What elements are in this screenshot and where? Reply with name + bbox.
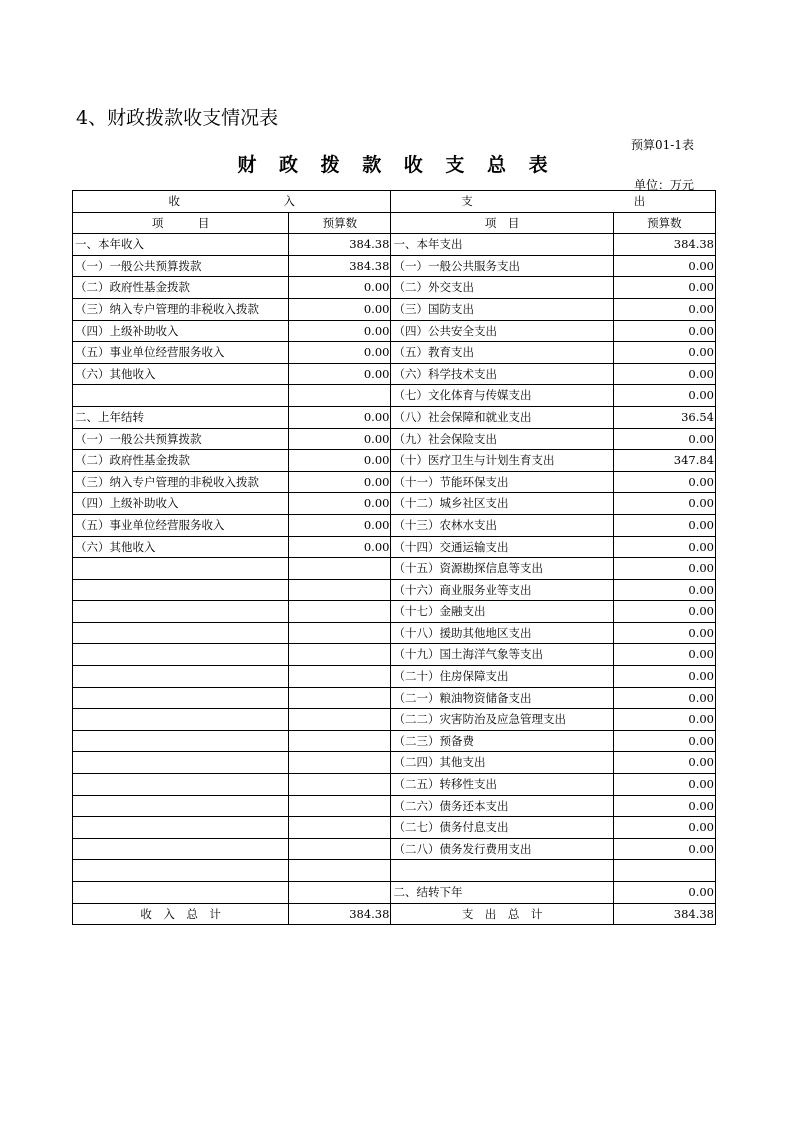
income-value-cell: 0.00 (289, 342, 391, 364)
income-item-cell (73, 622, 289, 644)
totals-row (73, 903, 716, 925)
expense-item-cell: （三）国防支出 (391, 298, 613, 320)
income-value-cell: 0.00 (289, 406, 391, 428)
table-row (73, 687, 716, 709)
table-row (73, 234, 716, 256)
income-value-cell (289, 860, 391, 882)
expense-value-cell: 0.00 (613, 363, 715, 385)
income-item-cell (73, 730, 289, 752)
table-row (73, 882, 716, 904)
income-item-cell (73, 558, 289, 580)
income-value-cell (289, 385, 391, 407)
income-item-cell (73, 601, 289, 623)
expense-value-cell: 0.00 (613, 795, 715, 817)
income-value-cell: 0.00 (289, 514, 391, 536)
table-row (73, 579, 716, 601)
income-item-cell: （一）一般公共预算拨款 (73, 255, 289, 277)
expense-item-cell: （二二）灾害防治及应急管理支出 (391, 709, 613, 731)
expense-value-cell: 0.00 (613, 644, 715, 666)
income-value-cell (289, 795, 391, 817)
expense-value-cell: 384.38 (613, 234, 715, 256)
income-value-cell (289, 579, 391, 601)
income-item-cell: （五）事业单位经营服务收入 (73, 514, 289, 536)
expense-item-cell (391, 860, 613, 882)
column-header-row (73, 212, 716, 234)
income-item-cell (73, 687, 289, 709)
expense-value-cell: 0.00 (613, 622, 715, 644)
expense-item-cell: （二三）预备费 (391, 730, 613, 752)
expense-item-cell: （一）一般公共服务支出 (391, 255, 613, 277)
income-item-cell: （六）其他收入 (73, 536, 289, 558)
table-row (73, 363, 716, 385)
income-item-cell: 二、上年结转 (73, 406, 289, 428)
table-row (73, 709, 716, 731)
table-row (73, 601, 716, 623)
income-value-cell: 384.38 (289, 234, 391, 256)
income-item-cell: （三）纳入专户管理的非税收入拨款 (73, 298, 289, 320)
expense-item-cell: （十五）资源勘探信息等支出 (391, 558, 613, 580)
table-row (73, 493, 716, 515)
table-row (73, 385, 716, 407)
income-item-cell (73, 774, 289, 796)
income-item-cell: （六）其他收入 (73, 363, 289, 385)
expense-value-cell: 0.00 (613, 666, 715, 688)
expense-item-cell: （十二）城乡社区支出 (391, 493, 613, 515)
table-row (73, 666, 716, 688)
expense-item-cell: （二六）债务还本支出 (391, 795, 613, 817)
income-group-header: 收 入 (73, 191, 391, 213)
income-value-cell (289, 752, 391, 774)
table-row (73, 774, 716, 796)
expense-value-cell: 0.00 (613, 774, 715, 796)
table-row (73, 558, 716, 580)
table-row (73, 406, 716, 428)
income-value-cell (289, 666, 391, 688)
income-value-cell: 0.00 (289, 298, 391, 320)
expense-item-cell: （二）外交支出 (391, 277, 613, 299)
income-item-cell (73, 385, 289, 407)
table-row (73, 817, 716, 839)
expense-value-cell: 0.00 (613, 687, 715, 709)
expense-value-cell: 0.00 (613, 709, 715, 731)
expense-item-cell: （十一）节能环保支出 (391, 471, 613, 493)
income-item-cell (73, 666, 289, 688)
income-value-cell: 0.00 (289, 493, 391, 515)
table-row (73, 730, 716, 752)
table-row (73, 860, 716, 882)
expense-value-cell: 0.00 (613, 342, 715, 364)
expense-group-header: 支 出 (391, 191, 716, 213)
expense-value-cell: 0.00 (613, 579, 715, 601)
income-total-label: 收 入 总 计 (73, 903, 289, 925)
expense-value-cell: 0.00 (613, 558, 715, 580)
expense-item-cell: （二十）住房保障支出 (391, 666, 613, 688)
expense-item-cell: （六）科学技术支出 (391, 363, 613, 385)
expense-item-cell: （十七）金融支出 (391, 601, 613, 623)
table-row (73, 795, 716, 817)
table-row (73, 471, 716, 493)
expense-value-cell: 0.00 (613, 255, 715, 277)
expense-value-cell: 0.00 (613, 298, 715, 320)
expense-item-cell: （四）公共安全支出 (391, 320, 613, 342)
expense-value-cell: 347.84 (613, 450, 715, 472)
table-row (73, 536, 716, 558)
income-item-cell (73, 882, 289, 904)
income-item-cell (73, 860, 289, 882)
income-item-cell (73, 579, 289, 601)
expense-value-cell: 36.54 (613, 406, 715, 428)
expense-value-cell: 0.00 (613, 817, 715, 839)
table-row (73, 514, 716, 536)
income-value-cell: 0.00 (289, 428, 391, 450)
expense-value-cell: 0.00 (613, 385, 715, 407)
expense-item-cell: （十）医疗卫生与计划生育支出 (391, 450, 613, 472)
expense-total-label: 支 出 总 计 (391, 903, 613, 925)
income-item-cell: （四）上级补助收入 (73, 493, 289, 515)
expense-item-cell: （七）文化体育与传媒支出 (391, 385, 613, 407)
expense-item-cell: （二七）债务付息支出 (391, 817, 613, 839)
expense-item-cell: （二五）转移性支出 (391, 774, 613, 796)
expense-item-cell: （十八）援助其他地区支出 (391, 622, 613, 644)
expense-value-cell: 0.00 (613, 601, 715, 623)
income-item-cell: （四）上级补助收入 (73, 320, 289, 342)
income-value-cell: 0.00 (289, 277, 391, 299)
expense-item-cell: （五）教育支出 (391, 342, 613, 364)
table-row (73, 298, 716, 320)
table-row (73, 428, 716, 450)
expense-value-cell (613, 860, 715, 882)
expense-value-cell: 0.00 (613, 471, 715, 493)
table-row (73, 622, 716, 644)
expense-item-cell: （十九）国土海洋气象等支出 (391, 644, 613, 666)
income-item-cell: （二）政府性基金拨款 (73, 277, 289, 299)
income-value-cell: 0.00 (289, 450, 391, 472)
expense-value-cell: 0.00 (613, 428, 715, 450)
table-row (73, 342, 716, 364)
income-value-cell (289, 730, 391, 752)
expense-item-cell: 一、本年支出 (391, 234, 613, 256)
income-value-cell: 0.00 (289, 536, 391, 558)
expense-item-cell: （八）社会保障和就业支出 (391, 406, 613, 428)
form-number: 预算01-1表 (631, 138, 694, 152)
expense-item-cell: （十四）交通运输支出 (391, 536, 613, 558)
income-item-cell: （二）政府性基金拨款 (73, 450, 289, 472)
expense-value-cell: 0.00 (613, 838, 715, 860)
expense-value-cell: 0.00 (613, 493, 715, 515)
income-value-cell (289, 817, 391, 839)
income-item-cell: 一、本年收入 (73, 234, 289, 256)
income-value-cell: 0.00 (289, 471, 391, 493)
table-row (73, 644, 716, 666)
expense-value-cell: 0.00 (613, 320, 715, 342)
expense-total-value: 384.38 (613, 903, 715, 925)
income-value-cell (289, 601, 391, 623)
expense-value-cell: 0.00 (613, 277, 715, 299)
income-item-cell (73, 838, 289, 860)
income-value-cell (289, 622, 391, 644)
table-row (73, 752, 716, 774)
table-row (73, 277, 716, 299)
income-value-cell (289, 838, 391, 860)
expense-item-cell: （十六）商业服务业等支出 (391, 579, 613, 601)
income-item-cell: （五）事业单位经营服务收入 (73, 342, 289, 364)
income-item-cell: （一）一般公共预算拨款 (73, 428, 289, 450)
page-heading: 4、财政拨款收支情况表 (76, 107, 279, 129)
expense-item-cell: （二八）债务发行费用支出 (391, 838, 613, 860)
income-value-cell (289, 774, 391, 796)
income-item-cell: （三）纳入专户管理的非税收入拨款 (73, 471, 289, 493)
income-value-cell (289, 558, 391, 580)
expense-item-cell: （二一）粮油物资储备支出 (391, 687, 613, 709)
table-row (73, 838, 716, 860)
income-value-cell: 0.00 (289, 320, 391, 342)
expense-value-cell: 0.00 (613, 536, 715, 558)
expense-item-header: 项 目 (391, 212, 613, 234)
table-title: 财 政 拨 款 收 支 总 表 (237, 154, 556, 176)
income-value-cell: 0.00 (289, 363, 391, 385)
expense-item-cell: （九）社会保险支出 (391, 428, 613, 450)
expense-value-cell: 0.00 (613, 882, 715, 904)
income-item-cell (73, 817, 289, 839)
income-item-cell (73, 709, 289, 731)
group-header-row (73, 191, 716, 213)
expense-value-cell: 0.00 (613, 514, 715, 536)
unit-label: 单位：万元 (633, 178, 694, 192)
expense-value-cell: 0.00 (613, 730, 715, 752)
expense-item-cell: （十三）农林水支出 (391, 514, 613, 536)
income-value-cell (289, 644, 391, 666)
table-row (73, 450, 716, 472)
expense-budget-header: 预算数 (613, 212, 715, 234)
income-value-cell (289, 709, 391, 731)
income-budget-header: 预算数 (289, 212, 391, 234)
budget-table (72, 190, 716, 925)
income-value-cell (289, 882, 391, 904)
table-row (73, 320, 716, 342)
table-row (73, 255, 716, 277)
income-value-cell: 384.38 (289, 255, 391, 277)
income-item-header: 项 目 (73, 212, 289, 234)
expense-value-cell: 0.00 (613, 752, 715, 774)
income-item-cell (73, 795, 289, 817)
income-value-cell (289, 687, 391, 709)
income-total-value: 384.38 (289, 903, 391, 925)
income-item-cell (73, 752, 289, 774)
expense-item-cell: （二四）其他支出 (391, 752, 613, 774)
income-item-cell (73, 644, 289, 666)
expense-item-cell: 二、结转下年 (391, 882, 613, 904)
